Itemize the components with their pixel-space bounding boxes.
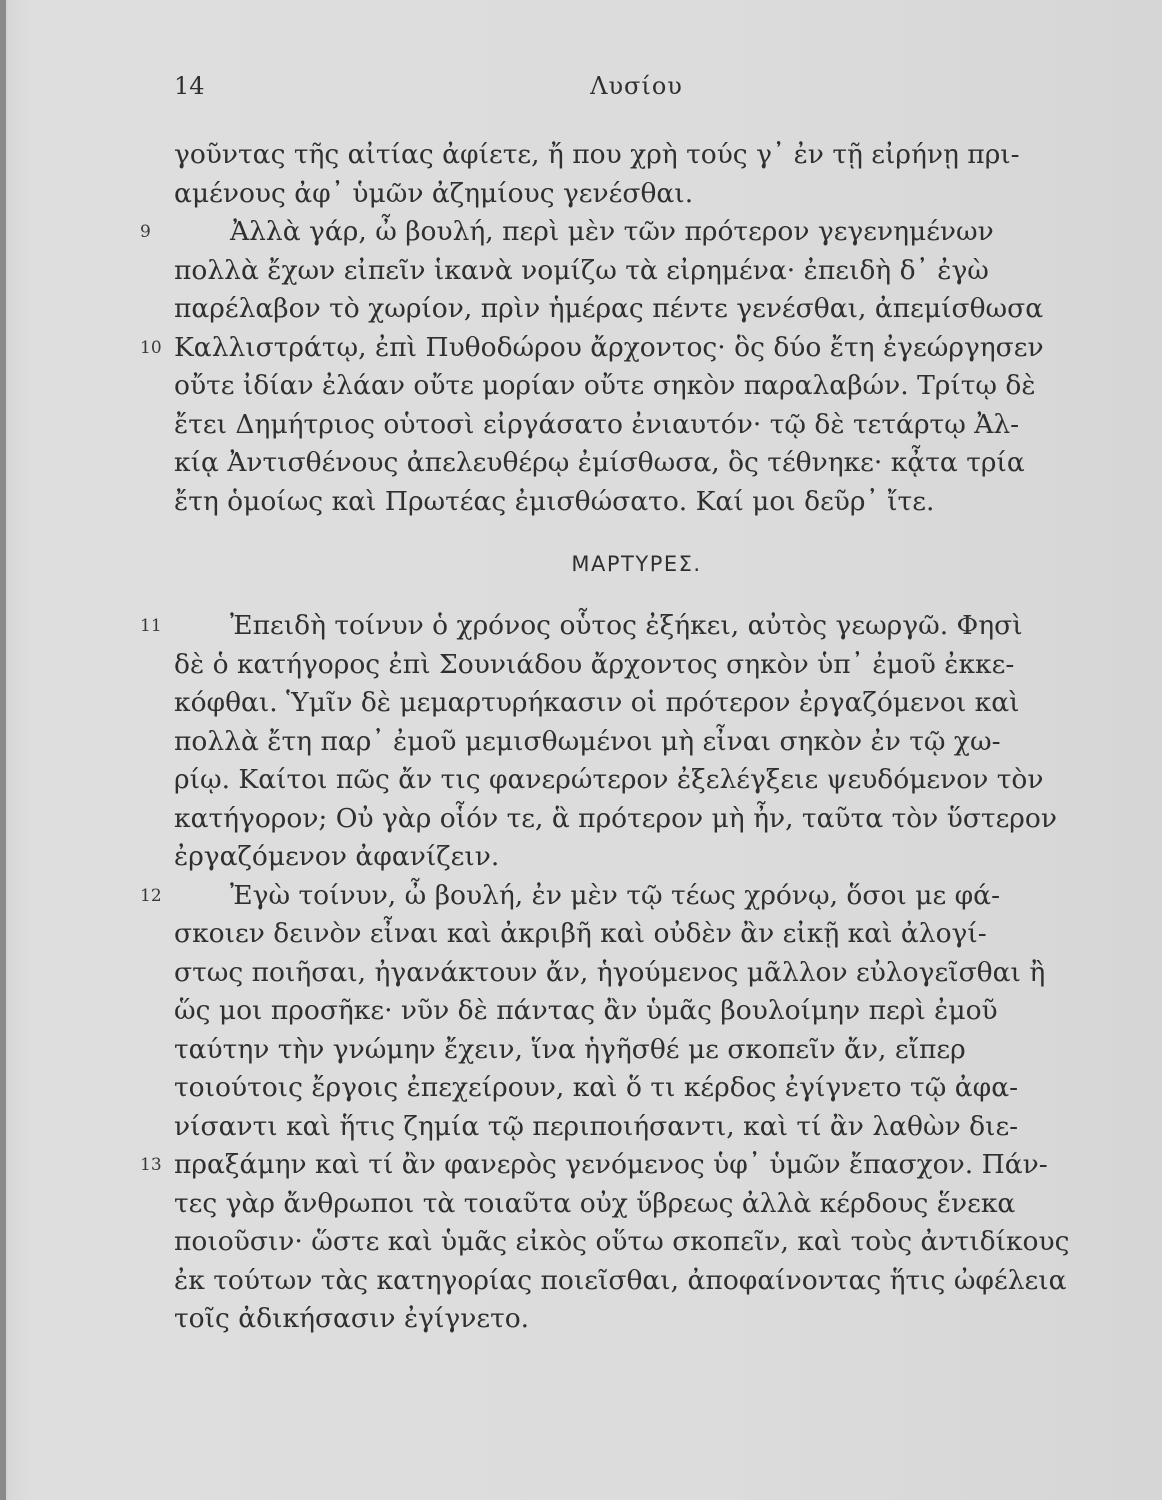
- text-line: ἐργαζόμενον ἀφανίζειν.: [174, 841, 500, 872]
- text-line: δὲ ὁ κατήγορος ἐπὶ Σουνιάδου ἄρχοντος σηκὸν ὑπ᾽ ἐμοῦ ἐκκε-: [174, 648, 1015, 680]
- section-number-13: 13: [140, 1155, 162, 1175]
- page-number: 14: [174, 72, 205, 100]
- text-line: τες γὰρ ἄνθρωποι τὰ τοιαῦτα οὐχ ὕβρεως ἀλλὰ κέρδους ἕνεκα: [174, 1187, 1016, 1219]
- text-line: ὥς μοι προσῆκε· νῦν δὲ πάντας ἂν ὑμᾶς βουλοίμην περὶ ἐμοῦ: [174, 995, 998, 1026]
- text-line: ποιοῦσιν· ὥστε καὶ ὑμᾶς εἰκὸς οὕτω σκοπεῖν, καὶ τοὺς ἀντιδίκους: [174, 1226, 1070, 1257]
- text-line: πολλὰ ἔχων εἰπεῖν ἱκανὰ νομίζω τὰ εἰρημένα· ἐπειδὴ δ᾽ ἐγὼ: [174, 254, 989, 286]
- text-line: κόφθαι. Ὑμῖν δὲ μεμαρτυρήκασιν οἱ πρότερον ἐργαζόμενοι καὶ: [174, 687, 1020, 718]
- text-line: τοῖς ἀδικήσασιν ἐγίγνετο.: [174, 1303, 530, 1334]
- witnesses-heading: ΜΑΡΤΥΡΕΣ.: [571, 552, 702, 576]
- text-line: ἔτη ὁμοίως καὶ Πρωτέας ἐμισθώσατο. Καί μοι δεῦρ᾽ ἴτε.: [174, 485, 935, 517]
- text-line: πραξάμην καὶ τί ἂν φανερὸς γενόμενος ὑφ᾽ ὑμῶν ἔπασχον. Πάν-: [174, 1149, 1048, 1180]
- text-line: ἔτει Δημήτριος οὑτοσὶ εἰργάσατο ἐνιαυτόν· τῷ δὲ τετάρτῳ Ἀλ-: [174, 408, 1020, 440]
- paragraph-section-12: [140, 877, 1099, 1339]
- text-line: Ἐπειδὴ τοίνυν ὁ χρόνος οὗτος ἐξήκει, αὐτὸς γεωργῶ. Φησὶ: [230, 610, 1023, 641]
- running-title: Λυσίου: [590, 72, 683, 100]
- text-line: γοῦντας τῆς αἰτίας ἀφίετε, ἤ που χρὴ τούς γ᾽ ἐν τῇ εἰρήνῃ πρι-: [174, 139, 1020, 170]
- text-line: στως ποιῆσαι, ἠγανάκτουν ἄν, ἡγούμενος μᾶλλον εὐλογεῖσθαι ἢ: [174, 956, 1046, 988]
- text-line: παρέλαβον τὸ χωρίον, πρὶν ἡμέρας πέντε γενέσθαι, ἀπεμίσθωσα: [174, 293, 1044, 324]
- section-number-12: 12: [140, 885, 162, 906]
- page-edge-shadow: [0, 0, 6, 1500]
- text-line: Ἀλλὰ γάρ, ὦ βουλή, περὶ μὲν τῶν πρότερον γεγενημένων: [230, 216, 994, 247]
- text-line: κίᾳ Ἀντισθένους ἀπελευθέρῳ ἐμίσθωσα, ὃς τέθνηκε· κᾆτα τρία: [174, 447, 1025, 478]
- section-number-9: 9: [140, 222, 151, 242]
- text-line: ταύτην τὴν γνώμην ἔχειν, ἵνα ἡγῆσθέ με σκοπεῖν ἄν, εἴπερ: [174, 1033, 966, 1065]
- text-line: τοιούτοις ἔργοις ἐπεχείρουν, καὶ ὅ τι κέρδος ἐγίγνετο τῷ ἀφα-: [174, 1072, 1019, 1103]
- text-line: οὔτε ἰδίαν ἐλάαν οὔτε μορίαν οὔτε σηκὸν παραλαβών. Τρίτῳ δὲ: [174, 370, 1036, 401]
- paragraph-continuation: [174, 136, 1099, 213]
- text-line: αμένους ἀφ᾽ ὑμῶν ἀζημίους γενέσθαι.: [174, 177, 694, 209]
- section-number-11: 11: [140, 616, 162, 636]
- text-line: σκοιεν δεινὸν εἶναι καὶ ἀκριβῆ καὶ οὐδὲν ἂν εἰκῇ καὶ ἀλογί-: [174, 918, 987, 949]
- text-line: Ἐγὼ τοίνυν, ὦ βουλή, ἐν μὲν τῷ τέως χρόνῳ, ὅσοι με φά-: [230, 879, 1001, 911]
- text-line: ρίῳ. Καίτοι πῶς ἄν τις φανερώτερον ἐξελέγξειε ψευδόμενον τὸν: [174, 764, 1044, 795]
- body-text: [140, 136, 1099, 1339]
- text-line: πολλὰ ἔτη παρ᾽ ἐμοῦ μεμισθωμένοι μὴ εἶναι σηκὸν ἐν τῷ χω-: [174, 725, 1001, 757]
- paragraph-section-9: [140, 213, 1099, 521]
- section-number-10: 10: [140, 337, 162, 358]
- paragraph-section-11: [140, 607, 1099, 877]
- text-line: Καλλιστράτῳ, ἐπὶ Πυθοδώρου ἄρχοντος· ὃς δύο ἔτη ἐγεώργησεν: [174, 331, 1044, 363]
- text-line: νίσαντι καὶ ἥτις ζημία τῷ περιποιήσαντι, καὶ τί ἂν λαθὼν διε-: [174, 1110, 1019, 1142]
- text-line: κατήγορον; Οὐ γὰρ οἷόν τε, ἃ πρότερον μὴ ἦν, ταῦτα τὸν ὕστερον: [174, 802, 1057, 834]
- page-header: [174, 72, 1099, 112]
- text-line: ἐκ τούτων τὰς κατηγορίας ποιεῖσθαι, ἀποφαίνοντας ἥτις ὠφέλεια: [174, 1264, 1067, 1296]
